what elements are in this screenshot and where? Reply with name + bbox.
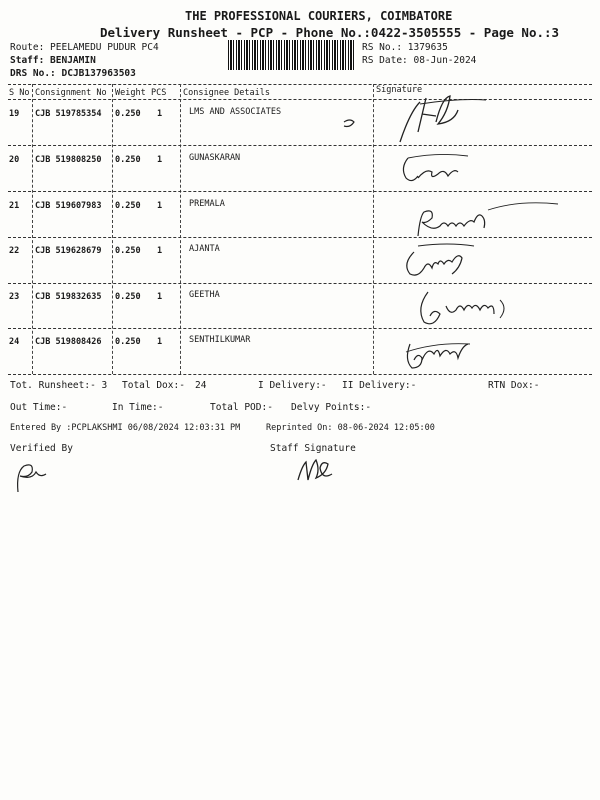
row-sno: 23 — [9, 292, 20, 302]
total-dox-label: Total Dox:- — [122, 380, 185, 391]
row-consignee: GUNASKARAN — [189, 153, 241, 163]
row-divider — [8, 283, 592, 284]
drs-number: DCJB137963503 — [61, 68, 136, 79]
signature-row-23 — [412, 286, 522, 332]
row-pcs: 1 — [157, 337, 163, 347]
col-header-sno: S No — [9, 88, 30, 98]
row-consignment: CJB 519607983 — [35, 201, 102, 211]
row-consignment: CJB 519832635 — [35, 292, 102, 302]
row-weight: 0.250 — [115, 201, 141, 211]
row-pcs: 1 — [157, 292, 163, 302]
row-consignee: LMS AND ASSOCIATES — [189, 107, 282, 117]
row-weight: 0.250 — [115, 337, 141, 347]
row-pcs: 1 — [157, 155, 163, 165]
row-weight: 0.250 — [115, 292, 141, 302]
row-sno: 24 — [9, 337, 20, 347]
entered-by: Entered By :PCPLAKSHMI 06/08/2024 12:03:31 PM — [10, 423, 241, 433]
signature-row-21 — [398, 196, 568, 242]
row-consignment: CJB 519808426 — [35, 337, 102, 347]
i-delivery: I Delivery:- — [258, 380, 327, 391]
col-divider — [32, 84, 33, 374]
in-time: In Time:- — [112, 402, 164, 413]
tot-runsheet: Tot. Runsheet:- 3 — [10, 380, 108, 391]
rs-number: RS No.: 1379635 — [362, 42, 448, 53]
signature-row-19 — [340, 92, 490, 147]
row-sno: 19 — [9, 109, 20, 119]
rs-date: RS Date: 08-Jun-2024 — [362, 55, 477, 66]
row-sno: 22 — [9, 246, 20, 256]
delvy-points: Delvy Points:- — [291, 402, 372, 413]
row-consignee: PREMALA — [189, 199, 225, 209]
staff-signature-mark — [292, 450, 342, 484]
row-pcs: 1 — [157, 246, 163, 256]
row-divider — [8, 191, 592, 192]
row-divider — [8, 145, 592, 146]
col-header-consignee: Consignee Details — [183, 88, 270, 98]
row-consignee: GEETHA — [189, 290, 220, 300]
rtn-dox: RTN Dox:- — [488, 380, 540, 391]
company-title: THE PROFESSIONAL COURIERS, COIMBATORE — [185, 9, 453, 23]
row-consignment: CJB 519785354 — [35, 109, 102, 119]
verified-by-signature — [10, 460, 50, 496]
out-time: Out Time:- — [10, 402, 68, 413]
row-consignment: CJB 519628679 — [35, 246, 102, 256]
total-pod: Total POD:- — [210, 402, 273, 413]
col-header-weight: Weight — [115, 88, 146, 98]
col-header-signature: Signature — [376, 85, 423, 95]
table-bottom-rule — [8, 374, 592, 375]
header-bottom-rule — [8, 99, 592, 100]
col-header-consignment: Consignment No — [35, 88, 107, 98]
row-consignee: AJANTA — [189, 244, 220, 254]
ii-delivery: II Delivery:- — [342, 380, 417, 391]
total-dox-value: 24 — [195, 380, 207, 391]
signature-row-24 — [400, 332, 495, 376]
row-weight: 0.250 — [115, 246, 141, 256]
barcode-image — [228, 40, 356, 70]
col-header-pcs: PCS — [151, 88, 167, 98]
row-sno: 21 — [9, 201, 20, 211]
runsheet-title: Delivery Runsheet - PCP - Phone No.:0422-3505555 - Page No.:3 — [100, 25, 560, 40]
staff-signature-label: Staff Signature — [270, 443, 356, 454]
row-consignment: CJB 519808250 — [35, 155, 102, 165]
row-pcs: 1 — [157, 109, 163, 119]
signature-row-20 — [398, 150, 488, 192]
signature-row-22 — [400, 240, 490, 282]
col-divider — [180, 84, 181, 374]
staff-label: Staff: BENJAMIN — [10, 55, 96, 66]
row-weight: 0.250 — [115, 155, 141, 165]
verified-by-label: Verified By — [10, 443, 73, 454]
row-sno: 20 — [9, 155, 20, 165]
col-divider — [112, 84, 113, 374]
row-pcs: 1 — [157, 201, 163, 211]
row-consignee: SENTHILKUMAR — [189, 335, 251, 345]
drs-label — [10, 68, 136, 79]
reprinted-on: Reprinted On: 08-06-2024 12:05:00 — [266, 423, 435, 433]
route-label: Route: PEELAMEDU PUDUR PC4 — [10, 42, 159, 53]
drs-label-text: DRS No.: — [10, 68, 56, 79]
row-weight: 0.250 — [115, 109, 141, 119]
header-top-rule — [8, 84, 592, 85]
